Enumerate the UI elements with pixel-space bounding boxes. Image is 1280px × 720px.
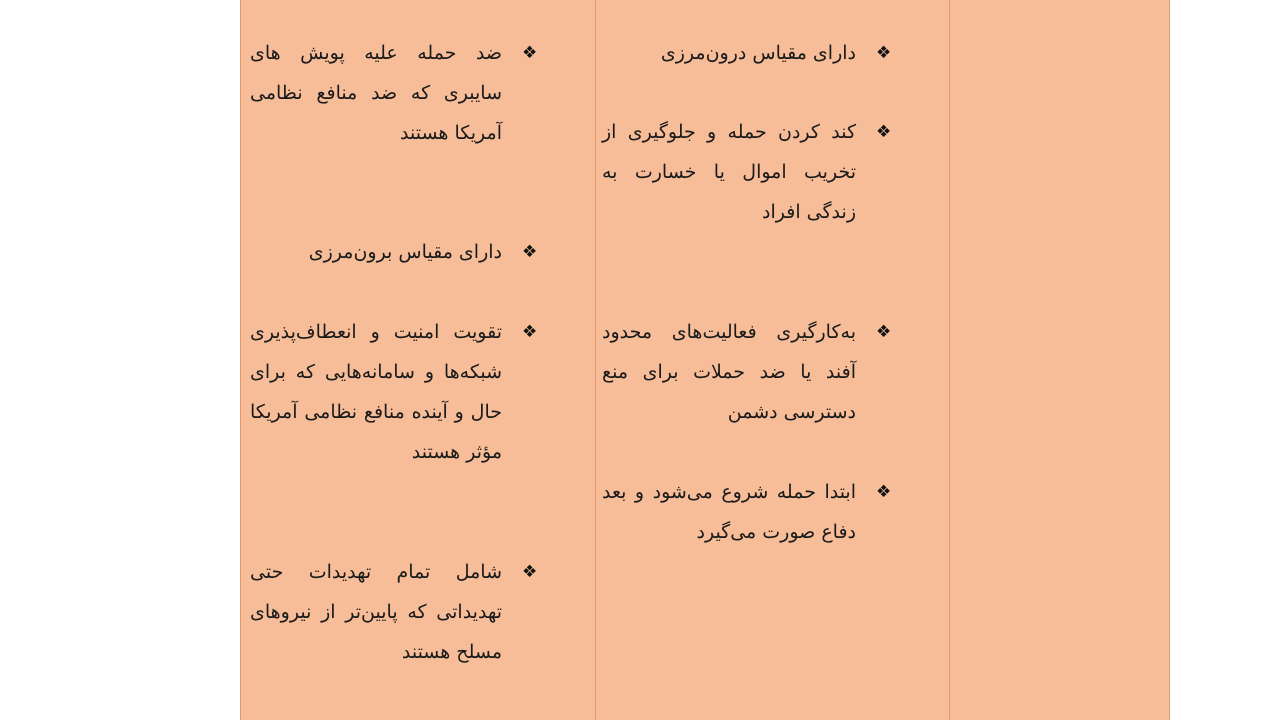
list-item: کند کردن حمله و جلوگیری از تخریب اموال یا خسارت به زندگی افراد (602, 121, 856, 223)
diamond-bullet-icon: ❖ (522, 322, 538, 342)
list-item: ابتدا حمله شروع می‌شود و بعد دفاع صورت می‌گیرد (602, 481, 856, 543)
table-border-col-2 (949, 0, 950, 720)
list-item: دارای مقیاس برون‌مرزی (308, 241, 502, 263)
table-border-right (1169, 0, 1170, 720)
diamond-bullet-icon: ❖ (876, 322, 892, 342)
list-item: به‌کارگیری فعالیت‌های محدود آفند یا ضد حملات برای منع دسترسی دشمن (602, 321, 856, 423)
diamond-bullet-icon: ❖ (522, 562, 538, 582)
list-item: دارای مقیاس درون‌مرزی (660, 42, 856, 64)
diamond-bullet-icon: ❖ (876, 122, 892, 142)
table-border-left (240, 0, 241, 720)
diamond-bullet-icon: ❖ (522, 43, 538, 63)
diamond-bullet-icon: ❖ (876, 482, 892, 502)
list-item: شامل تمام تهدیدات حتی تهدیداتی که پایین‌تر از نیروهای مسلح هستند (250, 561, 502, 663)
list-item: تقویت امنیت و انعطاف‌پذیری شبکه‌ها و سامانه‌هایی که برای حال و آینده منافع نظامی آمریکا مؤثر هستند (250, 321, 502, 463)
diamond-bullet-icon: ❖ (522, 242, 538, 262)
diamond-bullet-icon: ❖ (876, 43, 892, 63)
list-item: ضد حمله علیه پویش های سایبری که ضد منافع نظامی آمریکا هستند (250, 42, 502, 144)
table-border-col-1 (595, 0, 596, 720)
